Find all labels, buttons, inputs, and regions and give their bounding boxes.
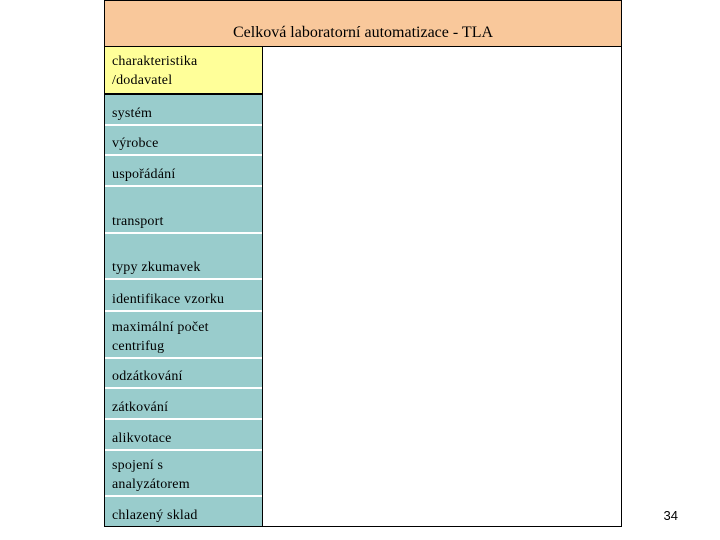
row-label: uspořádání [112,167,176,182]
table-row [105,497,262,526]
characteristics-table [104,0,622,527]
row-label: identifikace vzorku [112,292,225,307]
table-row [105,359,262,389]
row-label: transport [112,214,164,229]
table-row [105,187,262,234]
table-title: Celková laboratorní automatizace - TLA [232,24,494,41]
row-label: alikvotace [112,431,172,446]
table-row [105,451,262,497]
row-labels-column [105,47,263,526]
row-label: typy zkumavek [112,260,201,275]
empty-content-column [263,47,621,526]
header-cell-label: charakteristika /dodavatel [112,54,198,88]
table-row [105,312,262,359]
table-row [105,95,262,126]
row-label: maximální počet centrifug [112,320,209,354]
row-label: zátkování [112,400,169,415]
row-label: chlazený sklad [112,508,198,523]
row-label: výrobce [112,136,159,151]
table-title-row [105,1,621,47]
row-label: spojení s analyzátorem [112,458,190,492]
page-number: 34 [663,508,678,523]
table-row [105,126,262,156]
header-cell [105,47,262,95]
row-label: systém [112,106,153,121]
row-label: odzátkování [112,369,183,384]
table-row [105,234,262,280]
table-row [105,280,262,312]
table-row [105,389,262,420]
table-row [105,156,262,187]
table-row [105,420,262,451]
